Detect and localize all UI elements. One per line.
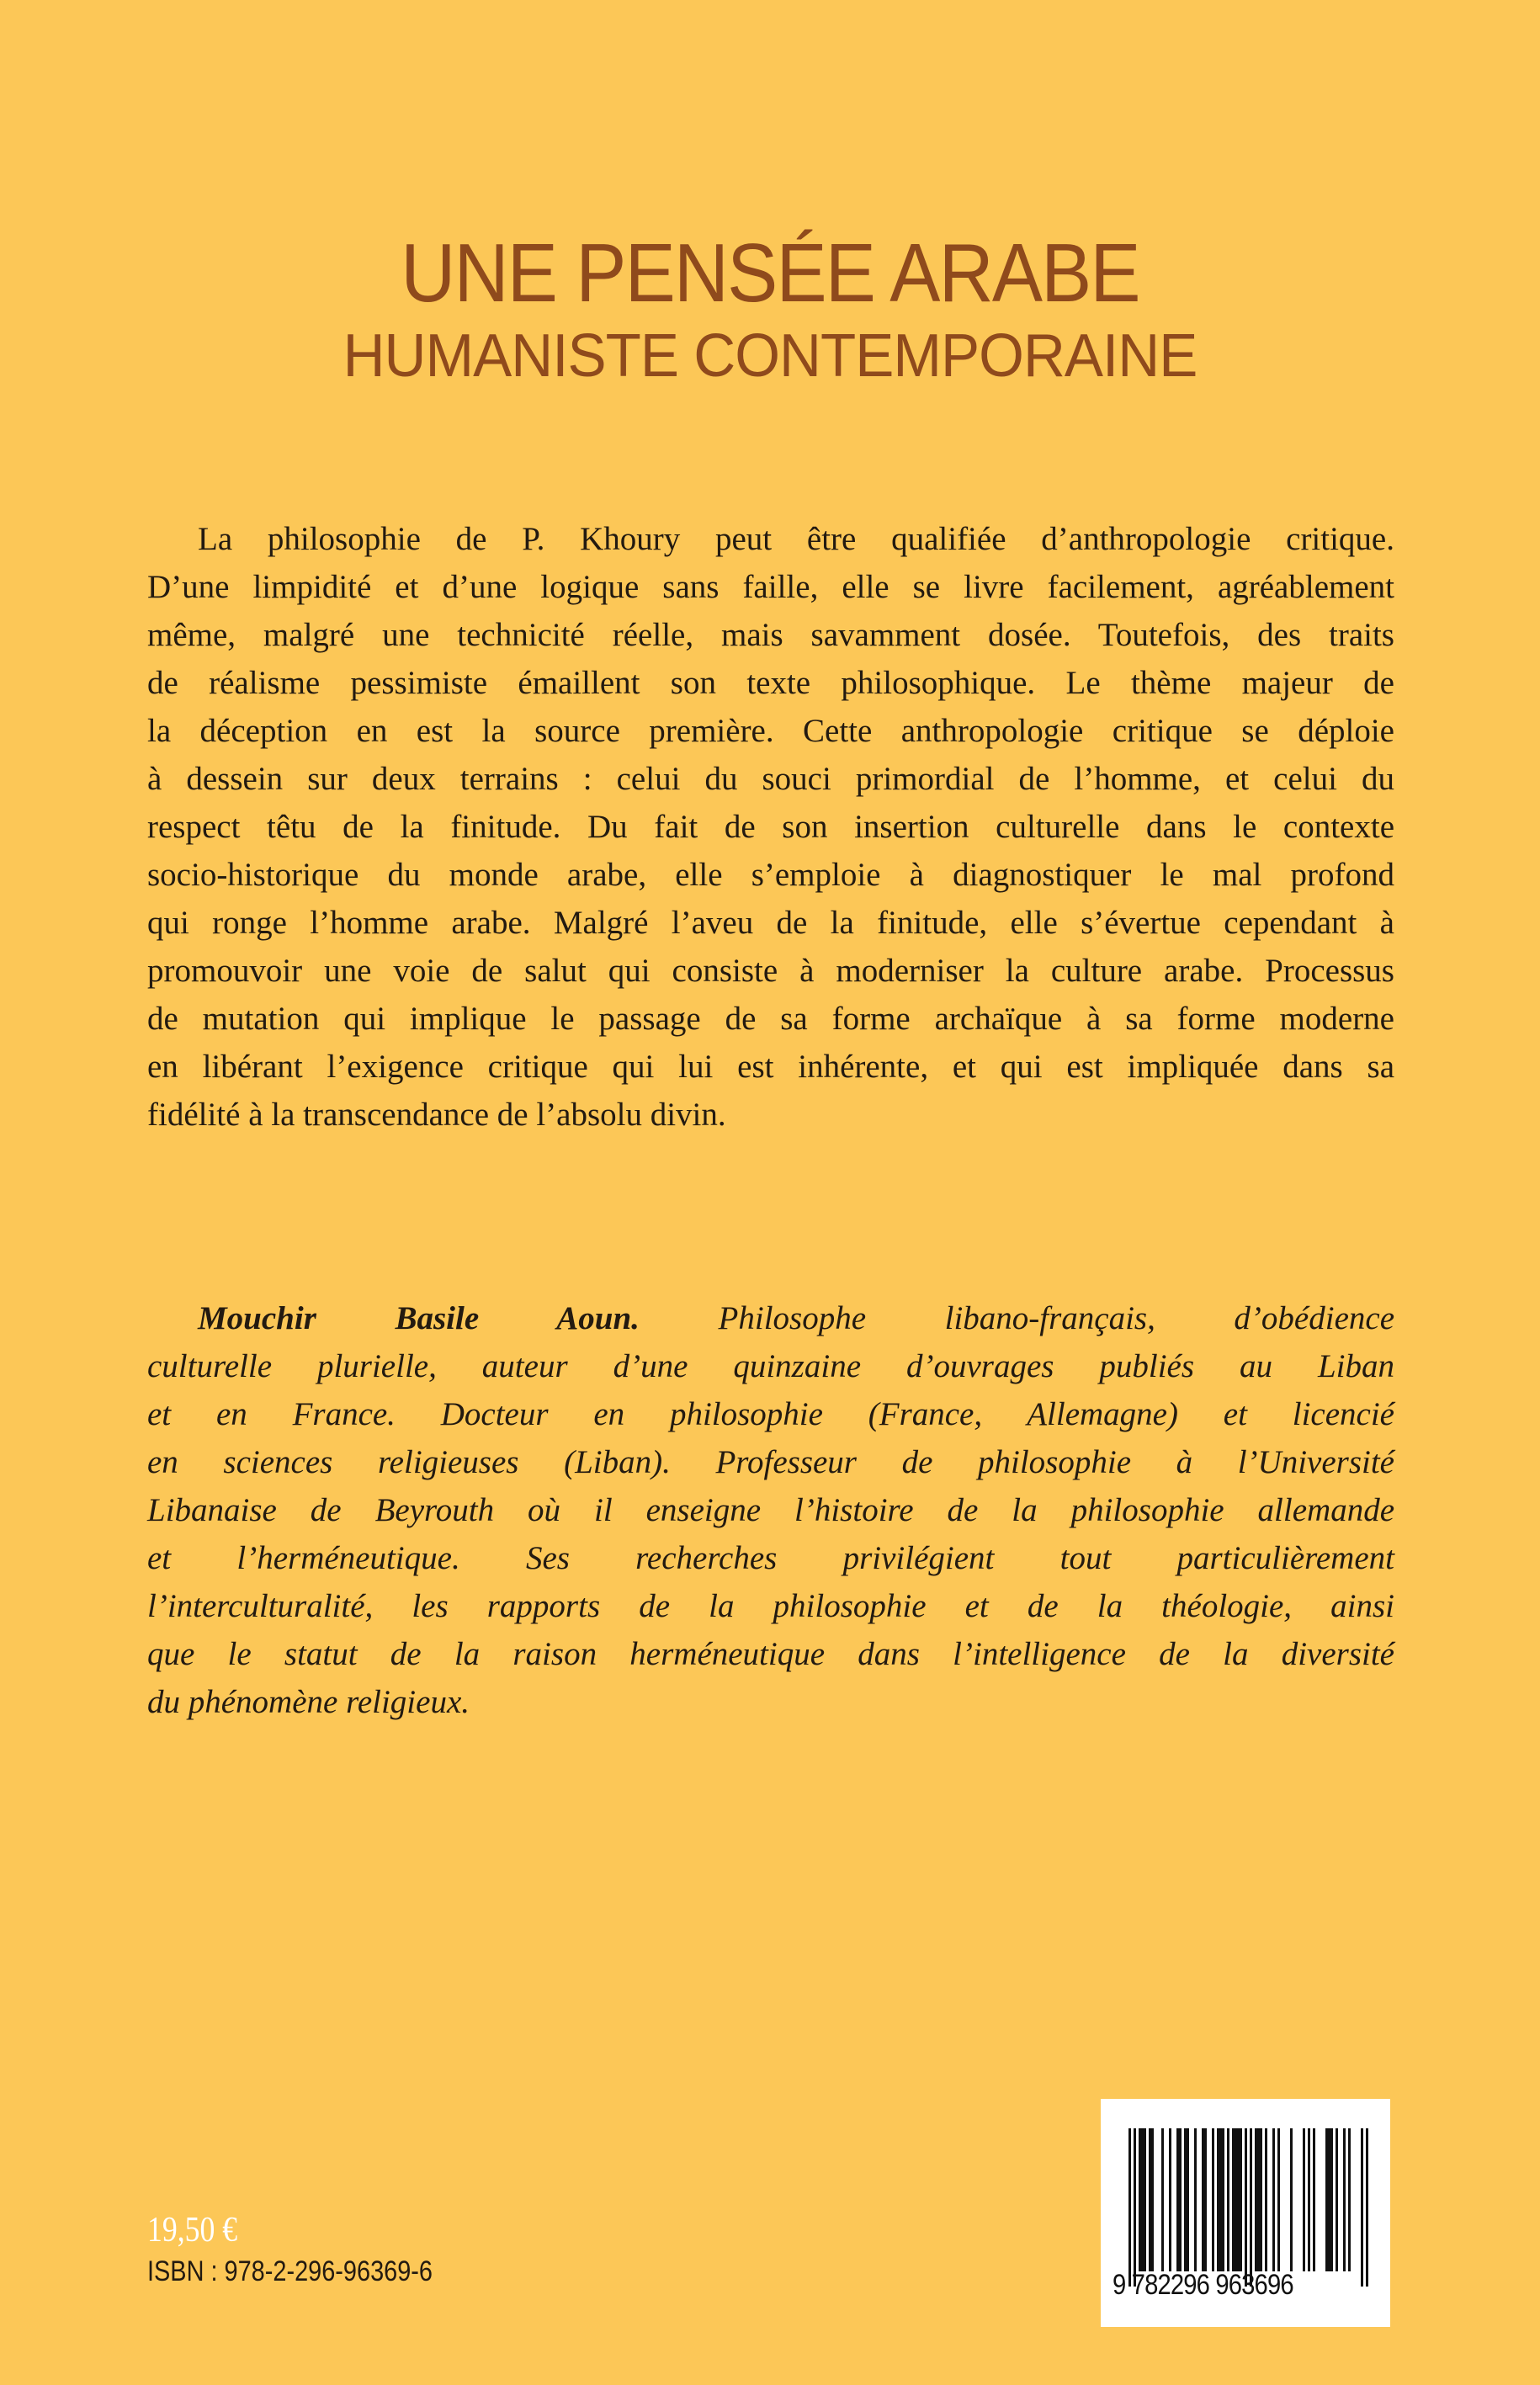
bio-line: du phénomène religieux. bbox=[147, 1684, 470, 1720]
bio-line: et en France. Docteur en philosophie (France, Allemagne) et licencié bbox=[147, 1396, 1394, 1432]
summary-line: respect têtu de la finitude. Du fait de son insertion culturelle dans le contexte bbox=[147, 809, 1394, 845]
barcode-digits: 9 782296 963696 bbox=[1113, 2269, 1293, 2301]
summary-paragraph bbox=[147, 515, 1394, 1139]
barcode-bar bbox=[1330, 2128, 1333, 2271]
barcode-bar bbox=[1187, 2128, 1189, 2271]
bio-line: l’interculturalité, les rapports de la philosophie et de la théologie, ainsi bbox=[147, 1588, 1394, 1624]
book-subtitle: HUMANISTE CONTEMPORAINE bbox=[343, 322, 1197, 390]
barcode-bar bbox=[1237, 2128, 1240, 2271]
barcode-bar bbox=[1366, 2128, 1368, 2287]
summary-line: promouvoir une voie de salut qui consiste à moderniser la culture arabe. Processus bbox=[147, 953, 1394, 989]
barcode-bar bbox=[1240, 2128, 1242, 2271]
barcode-bar bbox=[1179, 2128, 1182, 2271]
barcode-bar bbox=[1128, 2128, 1131, 2287]
barcode-bar bbox=[1328, 2128, 1330, 2271]
barcode-bar bbox=[1336, 2128, 1338, 2271]
barcode-bar bbox=[1232, 2128, 1235, 2271]
barcode-bar bbox=[1202, 2128, 1204, 2271]
barcode-bar bbox=[1245, 2128, 1247, 2287]
barcode-bar bbox=[1151, 2128, 1154, 2271]
barcode-bar bbox=[1303, 2128, 1305, 2271]
barcode-bar bbox=[1272, 2128, 1275, 2271]
bio-line: Libanaise de Beyrouth où il enseigne l’histoire de la philosophie allemande bbox=[147, 1492, 1394, 1528]
bio-line: et l’herméneutique. Ses recherches privilégient tout particulièrement bbox=[147, 1540, 1394, 1576]
barcode-bar bbox=[1219, 2128, 1222, 2271]
summary-line: socio-historique du monde arabe, elle s’emploie à diagnostiquer le mal profond bbox=[147, 857, 1394, 893]
barcode-bar bbox=[1184, 2128, 1187, 2271]
summary-line: de réalisme pessimiste émaillent son texte philosophique. Le thème majeur de bbox=[147, 665, 1394, 701]
barcode-bar bbox=[1149, 2128, 1151, 2271]
barcode-bar bbox=[1139, 2128, 1141, 2271]
summary-line: même, malgré une technicité réelle, mais savamment dosée. Toutefois, des traits bbox=[147, 617, 1394, 653]
book-title: UNE PENSÉE ARABE bbox=[401, 226, 1139, 319]
barcode-bar bbox=[1265, 2128, 1267, 2271]
barcode-bar bbox=[1235, 2128, 1237, 2271]
isbn: ISBN : 978-2-296-96369-6 bbox=[147, 2255, 433, 2287]
summary-line: en libérant l’exigence critique qui lui est inhérente, et qui est impliquée dans sa bbox=[147, 1049, 1394, 1085]
barcode-bar bbox=[1308, 2128, 1310, 2271]
barcode-bar bbox=[1194, 2128, 1197, 2271]
barcode-bar bbox=[1257, 2128, 1260, 2271]
summary-line: la déception en est la source première. Cette anthropologie critique se déploie bbox=[147, 713, 1394, 749]
barcode-bar bbox=[1313, 2128, 1315, 2271]
barcode bbox=[1101, 2099, 1390, 2327]
summary-line: D’une limpidité et d’une logique sans faille, elle se livre facilement, agréablement bbox=[147, 569, 1394, 605]
bio-line: que le statut de la raison herméneutique dans l’intelligence de la diversité bbox=[147, 1636, 1394, 1672]
barcode-bar bbox=[1227, 2128, 1229, 2271]
summary-line: qui ronge l’homme arabe. Malgré l’aveu de la finitude, elle s’évertue cependant à bbox=[147, 905, 1394, 941]
barcode-bar bbox=[1217, 2128, 1219, 2271]
barcode-bar bbox=[1325, 2128, 1328, 2271]
barcode-bar bbox=[1212, 2128, 1214, 2271]
barcode-bar bbox=[1141, 2128, 1144, 2271]
barcode-bar bbox=[1343, 2128, 1346, 2271]
barcode-bar bbox=[1255, 2128, 1257, 2271]
author-bio bbox=[147, 1294, 1394, 1726]
barcode-bar bbox=[1134, 2128, 1136, 2287]
barcode-bars bbox=[1122, 2128, 1370, 2288]
barcode-bar bbox=[1250, 2128, 1252, 2287]
summary-line: à dessein sur deux terrains : celui du souci primordial de l’homme, et celui du bbox=[147, 761, 1394, 797]
summary-line: fidélité à la transcendance de l’absolu divin. bbox=[147, 1097, 726, 1133]
barcode-bar bbox=[1176, 2128, 1179, 2271]
summary-line: La philosophie de P. Khoury peut être qualifiée d’anthropologie critique. bbox=[198, 521, 1394, 557]
author-name: Mouchir Basile Aoun. bbox=[198, 1300, 640, 1336]
barcode-bar bbox=[1169, 2128, 1171, 2271]
barcode-bar bbox=[1204, 2128, 1207, 2271]
bio-line: en sciences religieuses (Liban). Professeur de philosophie à l’Université bbox=[147, 1444, 1394, 1480]
bio-line bbox=[147, 1294, 1394, 1342]
barcode-bar bbox=[1290, 2128, 1293, 2271]
barcode-bar bbox=[1348, 2128, 1351, 2271]
price: 19,50 € bbox=[147, 2211, 238, 2250]
barcode-bar bbox=[1161, 2128, 1164, 2271]
barcode-bar bbox=[1222, 2128, 1224, 2271]
barcode-bar bbox=[1361, 2128, 1363, 2287]
summary-line: de mutation qui implique le passage de sa forme archaïque à sa forme moderne bbox=[147, 1001, 1394, 1037]
barcode-bar bbox=[1260, 2128, 1262, 2271]
bio-text: Philosophe libano-français, d’obédience bbox=[718, 1300, 1395, 1336]
barcode-bar bbox=[1144, 2128, 1146, 2271]
bio-line: culturelle plurielle, auteur d’une quinzaine d’ouvrages publiés au Liban bbox=[147, 1348, 1394, 1384]
barcode-bar bbox=[1277, 2128, 1280, 2271]
